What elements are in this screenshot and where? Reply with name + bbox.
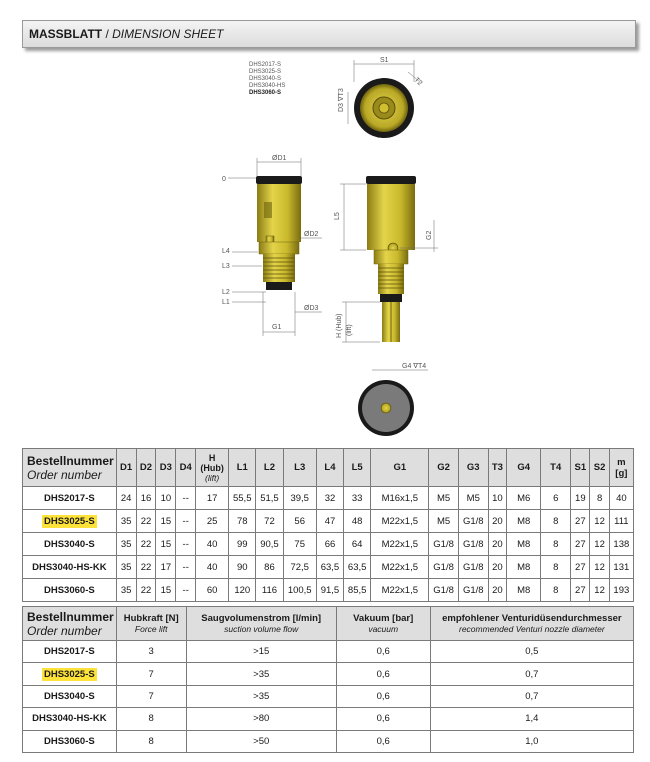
col-header: [590, 449, 609, 487]
table-cell: 12: [590, 510, 609, 533]
table-cell: 35: [116, 533, 136, 556]
dim-g1: G1: [272, 324, 282, 331]
table-cell: 15: [156, 533, 176, 556]
table-cell: --: [176, 533, 196, 556]
table-cell: 8: [116, 730, 186, 752]
col-header: [344, 449, 371, 487]
col-header: [316, 449, 343, 487]
col-header-main: L4: [324, 462, 336, 473]
table-cell: 20: [488, 510, 507, 533]
table-cell: 66: [316, 533, 343, 556]
dim-l1: L1: [222, 299, 230, 306]
table-cell: M22x1,5: [371, 556, 429, 579]
table-cell: 0,6: [336, 641, 430, 663]
order-number-header-de: Bestellnummer: [27, 609, 114, 624]
col-header-en: vacuum: [368, 624, 399, 634]
col-header: [283, 449, 316, 487]
table-cell: >15: [186, 641, 336, 663]
dim-l4: L4: [222, 248, 230, 255]
table-cell: 20: [488, 533, 507, 556]
table-cell: M22x1,5: [371, 579, 429, 602]
table-cell: G1/8: [458, 556, 488, 579]
table-cell: 63,5: [316, 556, 343, 579]
front-view-cap: [256, 176, 302, 184]
table-cell: --: [176, 556, 196, 579]
order-number: DHS3060-S: [44, 735, 95, 747]
table-cell: 0,7: [430, 685, 633, 707]
col-header-main: L1: [236, 462, 248, 473]
table-cell: 22: [136, 579, 156, 602]
col-header-de: Vakuum [bar]: [353, 613, 414, 624]
model-list-item: DHS2017-S: [249, 62, 282, 68]
table-cell: 131: [609, 556, 633, 579]
order-number-cell: [23, 730, 117, 752]
table-cell: G1/8: [429, 533, 459, 556]
dim-lift: (lift): [346, 324, 353, 336]
dim-l5: L5: [334, 212, 341, 220]
table-cell: 16: [136, 487, 156, 510]
front-view-body: [257, 184, 301, 242]
top-view-thread: [379, 103, 389, 113]
col-header-main: L5: [351, 462, 363, 473]
table-cell: 8: [541, 579, 571, 602]
performance-table: [22, 606, 634, 753]
table-cell: >50: [186, 730, 336, 752]
front-view-hex: [259, 242, 299, 254]
col-header: [430, 607, 633, 641]
order-number-cell: [23, 556, 117, 579]
table-cell: --: [176, 579, 196, 602]
dim-d1: ØD1: [272, 155, 287, 162]
table-cell: 91,5: [316, 579, 343, 602]
front-view-seal: [266, 282, 292, 290]
top-view: [337, 57, 423, 138]
table-cell: 75: [283, 533, 316, 556]
col-header-main: S2: [593, 462, 606, 473]
col-header-main: D3: [159, 462, 172, 473]
table-cell: >35: [186, 685, 336, 707]
col-header-main: L3: [294, 462, 306, 473]
col-header: [176, 449, 196, 487]
table-cell: 90,5: [256, 533, 283, 556]
col-header: [488, 449, 507, 487]
table-cell: M22x1,5: [371, 533, 429, 556]
table-cell: 100,5: [283, 579, 316, 602]
col-header-main: L2: [263, 462, 275, 473]
dim-t2: T2: [412, 76, 424, 88]
table-row: [23, 685, 634, 707]
dim-d3-t3: D3 ∇T3: [338, 88, 345, 112]
col-header-main: T3: [491, 462, 503, 473]
table-cell: 8: [541, 556, 571, 579]
col-header-en: suction volume flow: [224, 624, 299, 634]
order-number-cell: [23, 579, 117, 602]
table-cell: 3: [116, 641, 186, 663]
side-view-thread: [378, 264, 404, 294]
table-cell: 85,5: [344, 579, 371, 602]
page-title: [29, 27, 223, 41]
col-header-main: D4: [179, 462, 192, 473]
dim-g2: G2: [426, 230, 433, 240]
table-cell: 1,0: [430, 730, 633, 752]
table-cell: 33: [344, 487, 371, 510]
table-cell: 7: [116, 663, 186, 685]
table-row: [23, 556, 634, 579]
col-header-main: G1: [393, 462, 407, 473]
order-number: DHS3060-S: [44, 584, 95, 596]
table-cell: 0,6: [336, 663, 430, 685]
side-view: [334, 176, 438, 342]
table-cell: G1/8: [429, 579, 459, 602]
table-cell: G1/8: [458, 579, 488, 602]
order-number: DHS3040-HS-KK: [32, 561, 107, 573]
col-header: [156, 449, 176, 487]
table-cell: M5: [429, 487, 459, 510]
model-list-item: DHS3060-S: [249, 90, 282, 96]
table-cell: 60: [196, 579, 229, 602]
table-cell: 15: [156, 579, 176, 602]
table-cell: G1/8: [458, 533, 488, 556]
table-cell: 20: [488, 579, 507, 602]
dimension-table: [22, 448, 634, 602]
table-cell: M5: [458, 487, 488, 510]
col-header: [196, 449, 229, 487]
table-cell: M16x1,5: [371, 487, 429, 510]
table-cell: 20: [488, 556, 507, 579]
col-header: [136, 449, 156, 487]
table-cell: 0,6: [336, 730, 430, 752]
table-cell: M6: [507, 487, 541, 510]
col-header: [541, 449, 571, 487]
table-cell: 27: [571, 579, 590, 602]
table-cell: 35: [116, 510, 136, 533]
table-row: [23, 487, 634, 510]
table-cell: 27: [571, 510, 590, 533]
order-number-cell: [23, 663, 117, 685]
table-cell: 7: [116, 685, 186, 707]
table-cell: 47: [316, 510, 343, 533]
table-cell: 12: [590, 579, 609, 602]
table-cell: 86: [256, 556, 283, 579]
table-row: [23, 510, 634, 533]
table-cell: 35: [116, 579, 136, 602]
model-list-item: DHS3040-S: [249, 76, 282, 82]
table-cell: 138: [609, 533, 633, 556]
table-cell: 63,5: [344, 556, 371, 579]
table-cell: 72: [256, 510, 283, 533]
table-cell: 116: [256, 579, 283, 602]
model-list-item: DHS3040-HS: [249, 83, 286, 89]
bottom-view-center: [381, 403, 391, 413]
table-cell: 8: [590, 487, 609, 510]
order-number-cell: [23, 533, 117, 556]
table-cell: 10: [488, 487, 507, 510]
col-header-de: empfohlener Venturidüsendurchmesser: [442, 613, 622, 624]
order-number-cell: [23, 641, 117, 663]
col-header: [116, 607, 186, 641]
bottom-view: [358, 362, 428, 436]
col-header: [229, 449, 256, 487]
title-separator: /: [102, 27, 113, 41]
col-header: [116, 449, 136, 487]
table-cell: 78: [229, 510, 256, 533]
drawing-svg: [0, 52, 650, 444]
order-number: DHS2017-S: [44, 646, 95, 658]
order-number-header-en: Order number: [27, 623, 102, 638]
table-cell: 0,5: [430, 641, 633, 663]
table-cell: 8: [116, 708, 186, 730]
table-row: [23, 708, 634, 730]
col-header: [256, 449, 283, 487]
col-header-main: H: [208, 452, 216, 463]
table-row: [23, 533, 634, 556]
col-header: [458, 449, 488, 487]
side-view-seal: [380, 294, 402, 302]
table-cell: M8: [507, 556, 541, 579]
table-cell: M22x1,5: [371, 510, 429, 533]
table-row: [23, 641, 634, 663]
order-number-cell: [23, 708, 117, 730]
table-cell: 10: [156, 487, 176, 510]
table-row: [23, 730, 634, 752]
table-cell: 35: [116, 556, 136, 579]
order-number: DHS3025-S: [44, 515, 95, 527]
col-header: [571, 449, 590, 487]
dim-l3: L3: [222, 263, 230, 270]
table-cell: 8: [541, 510, 571, 533]
header-banner: [22, 20, 636, 48]
table-cell: 1,4: [430, 708, 633, 730]
col-header-main: T4: [550, 462, 562, 473]
order-number: DHS3040-HS-KK: [32, 713, 107, 725]
order-number-header: [23, 449, 117, 487]
order-number-header-de: Bestellnummer: [27, 453, 114, 468]
col-header-sub: (Hub): [200, 462, 224, 473]
technical-drawing: [0, 52, 650, 444]
side-view-body: [367, 184, 415, 250]
table-row: [23, 663, 634, 685]
dim-g4-t4: G4 ∇T4: [402, 363, 427, 370]
table-cell: 24: [116, 487, 136, 510]
table-cell: 72,5: [283, 556, 316, 579]
table-cell: G1/8: [458, 510, 488, 533]
table-cell: 25: [196, 510, 229, 533]
col-header-main: S1: [574, 462, 587, 473]
col-header: [186, 607, 336, 641]
table-cell: 12: [590, 556, 609, 579]
order-number: DHS3025-S: [44, 668, 95, 680]
table-cell: 12: [590, 533, 609, 556]
order-number-cell: [23, 685, 117, 707]
dim-l2: L2: [222, 289, 230, 296]
col-header-main: G2: [437, 462, 450, 473]
col-header-main: D1: [120, 462, 133, 473]
table-cell: 193: [609, 579, 633, 602]
front-view: [222, 155, 322, 336]
order-number: DHS3040-S: [44, 538, 95, 550]
col-header: [429, 449, 459, 487]
table-cell: G1/8: [429, 556, 459, 579]
model-list-item: DHS3025-S: [249, 69, 282, 75]
table-cell: 40: [196, 556, 229, 579]
dim-zero: 0: [222, 176, 226, 183]
table-cell: 90: [229, 556, 256, 579]
col-header-main: G4: [517, 462, 531, 473]
col-header: [609, 449, 633, 487]
table-cell: 0,7: [430, 663, 633, 685]
title-de: MASSBLATT: [29, 27, 103, 41]
table-cell: 48: [344, 510, 371, 533]
col-header-sub: [g]: [615, 467, 628, 479]
table-cell: M5: [429, 510, 459, 533]
table-cell: 40: [609, 487, 633, 510]
table-cell: --: [176, 510, 196, 533]
order-number-cell: [23, 487, 117, 510]
col-header-en: Force lift: [134, 624, 168, 634]
order-number: DHS3040-S: [44, 690, 95, 702]
table-cell: 55,5: [229, 487, 256, 510]
table-cell: 39,5: [283, 487, 316, 510]
col-header-sub: (lift): [205, 472, 220, 483]
front-view-label: [264, 202, 272, 218]
title-en: DIMENSION SHEET: [112, 27, 224, 41]
col-header: [507, 449, 541, 487]
table-cell: 6: [541, 487, 571, 510]
col-header-main: D2: [139, 462, 153, 473]
table-cell: 27: [571, 533, 590, 556]
table-cell: >80: [186, 708, 336, 730]
col-header-main: m: [617, 456, 626, 468]
dim-s1: S1: [380, 57, 389, 64]
table-cell: 22: [136, 510, 156, 533]
table-cell: 99: [229, 533, 256, 556]
order-number-header: [23, 607, 117, 641]
table-cell: 15: [156, 510, 176, 533]
col-header: [371, 449, 429, 487]
col-header-de: Saugvolumenstrom [l/min]: [201, 613, 322, 624]
table-cell: 17: [156, 556, 176, 579]
table-cell: 8: [541, 533, 571, 556]
table-cell: 0,6: [336, 685, 430, 707]
table-cell: 64: [344, 533, 371, 556]
table-cell: 111: [609, 510, 633, 533]
table-cell: 32: [316, 487, 343, 510]
col-header-main: G3: [466, 462, 480, 473]
order-number: DHS2017-S: [44, 492, 95, 504]
dim-h: H (Hub): [336, 313, 343, 338]
order-number-cell: [23, 510, 117, 533]
table-cell: 56: [283, 510, 316, 533]
table-cell: M8: [507, 579, 541, 602]
dimension-table-header: [23, 449, 634, 487]
col-header-en: recommended Venturi nozzle diameter: [459, 624, 605, 634]
performance-table-header: [23, 607, 634, 641]
table-cell: 51,5: [256, 487, 283, 510]
table-cell: 22: [136, 533, 156, 556]
dim-d3: ØD3: [304, 305, 319, 312]
dim-d2: ØD2: [304, 231, 319, 238]
table-cell: 22: [136, 556, 156, 579]
table-cell: M8: [507, 510, 541, 533]
table-cell: 40: [196, 533, 229, 556]
side-view-hex: [374, 250, 408, 264]
table-cell: M8: [507, 533, 541, 556]
table-cell: 27: [571, 556, 590, 579]
order-number-header-en: Order number: [27, 467, 102, 482]
table-cell: 19: [571, 487, 590, 510]
side-view-cap: [366, 176, 416, 184]
table-cell: 120: [229, 579, 256, 602]
col-header-de: Hubkraft [N]: [123, 613, 179, 624]
table-row: [23, 579, 634, 602]
table-cell: 17: [196, 487, 229, 510]
col-header: [336, 607, 430, 641]
table-cell: 0,6: [336, 708, 430, 730]
table-cell: --: [176, 487, 196, 510]
table-cell: >35: [186, 663, 336, 685]
